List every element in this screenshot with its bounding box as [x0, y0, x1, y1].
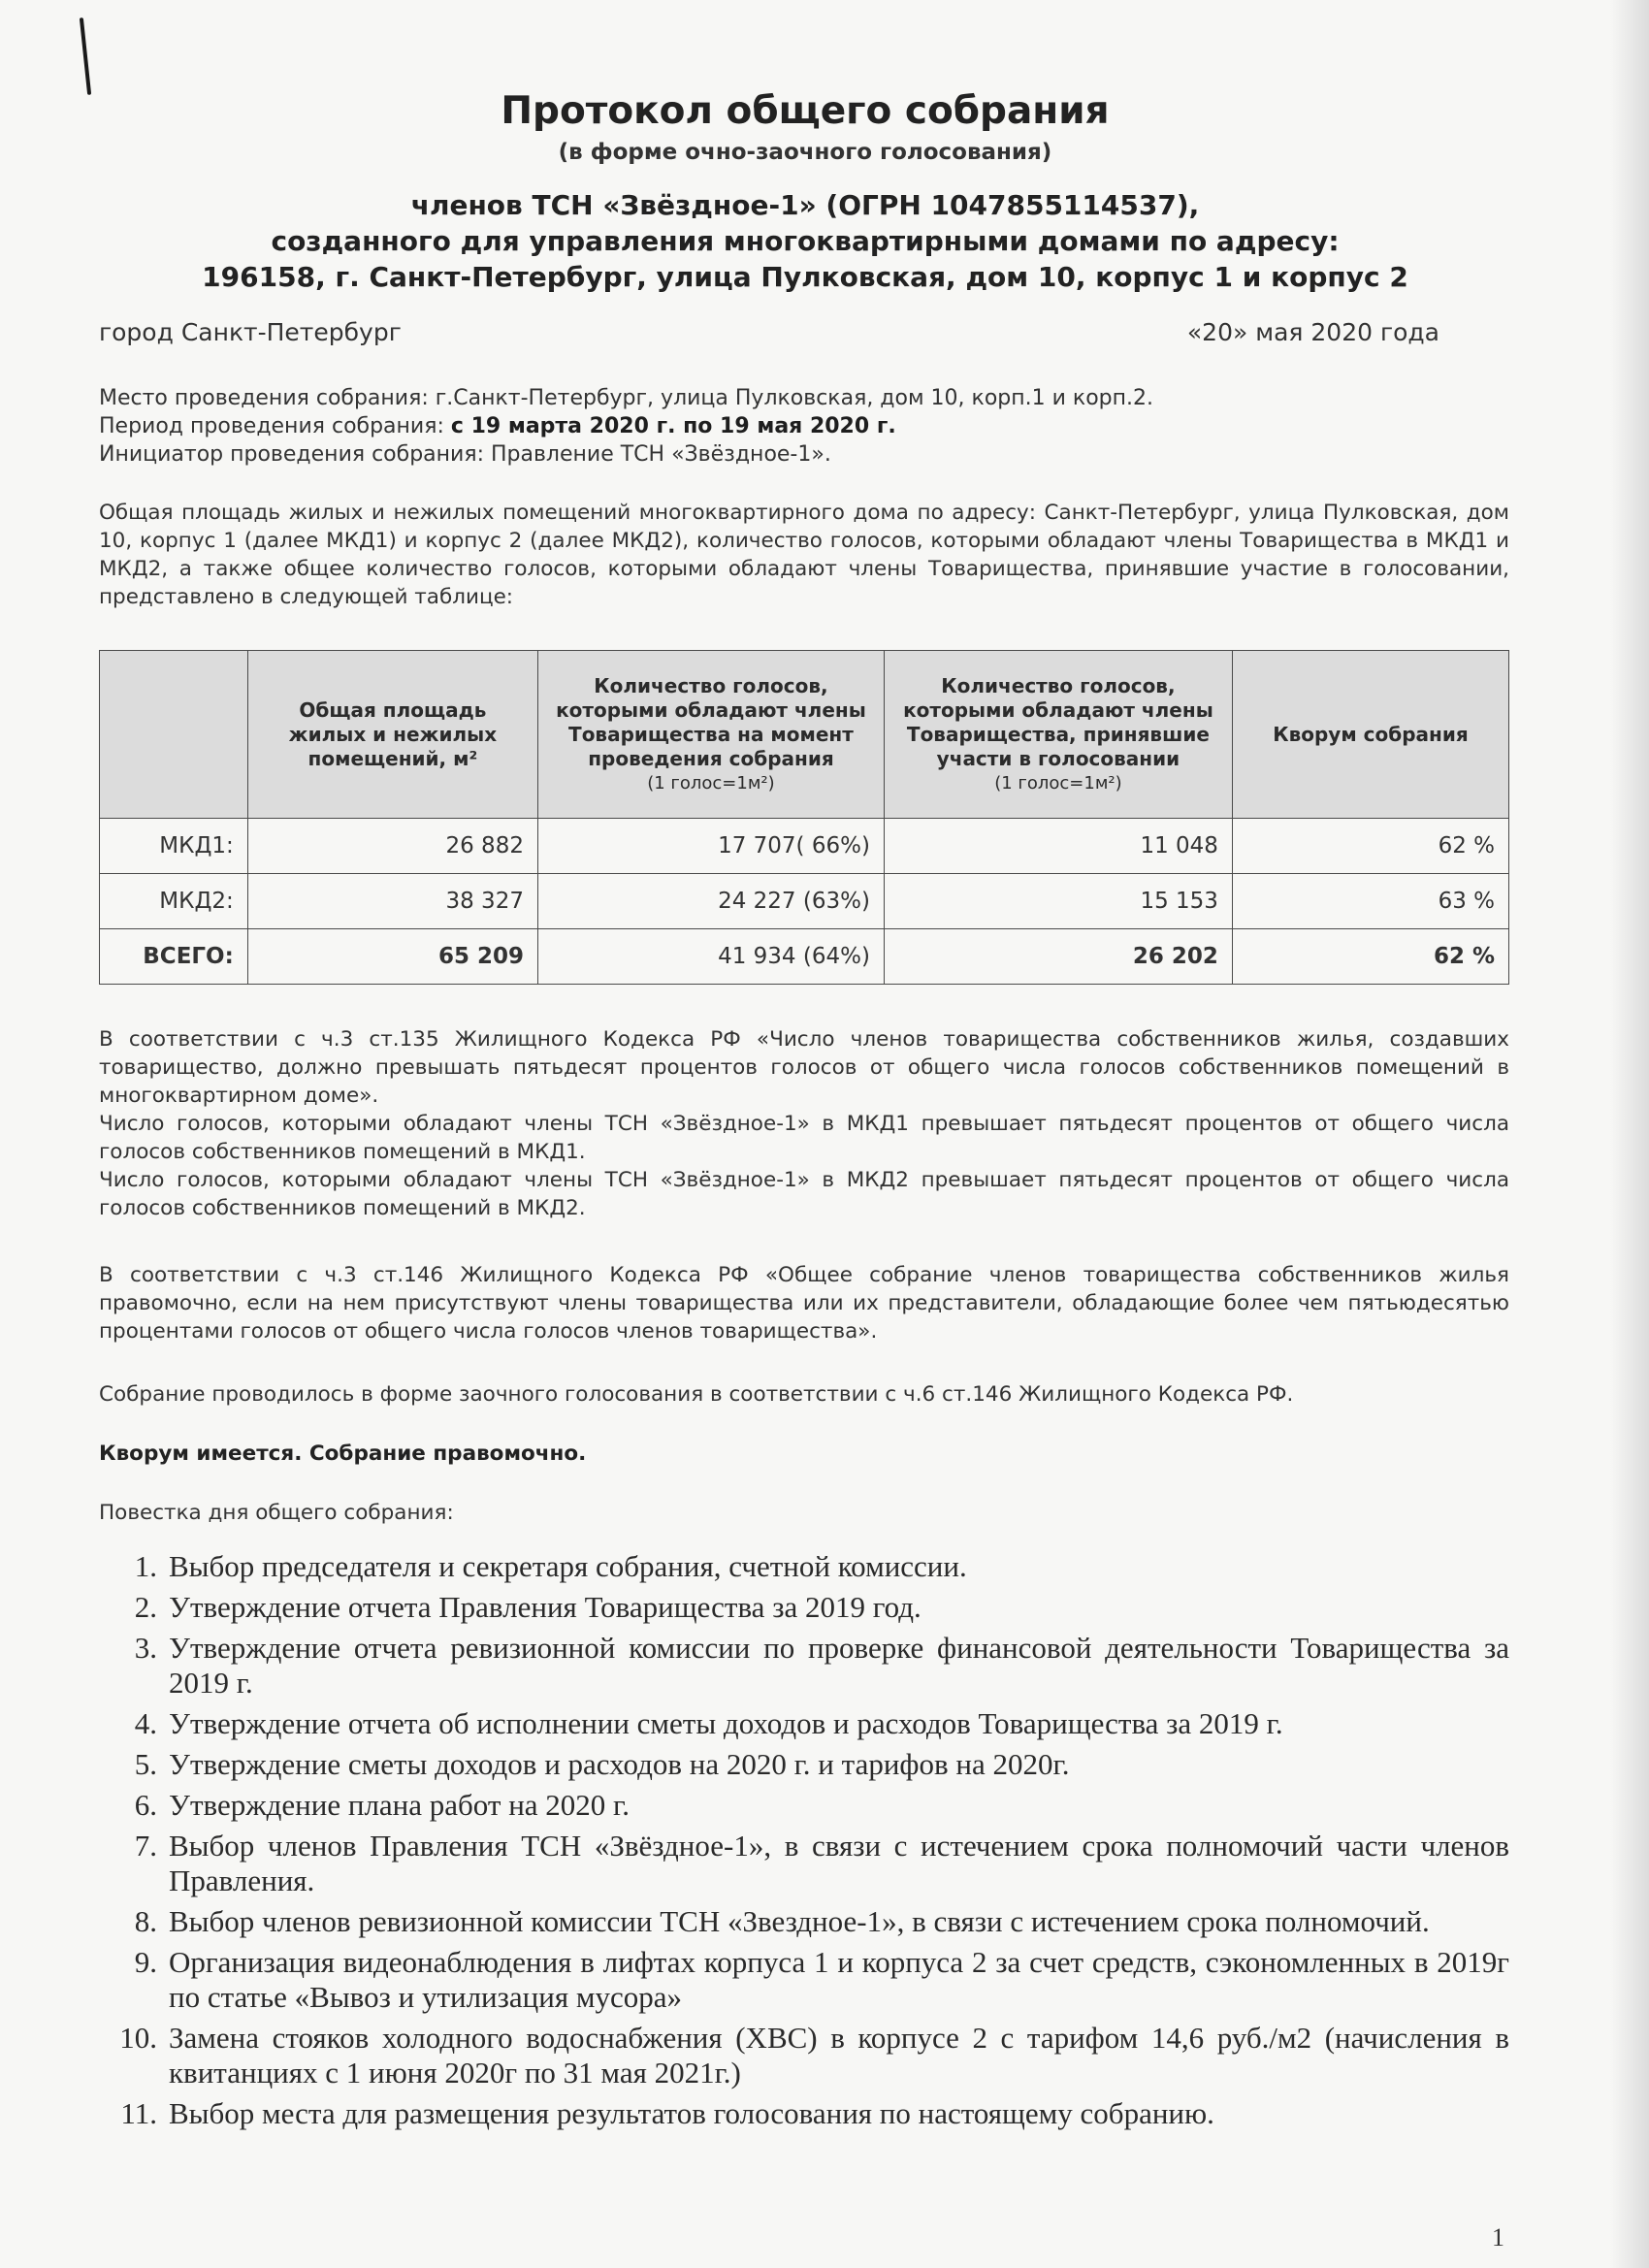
agenda-item	[99, 2021, 1509, 2090]
mkd1-statement: Число голосов, которыми обладают члены ТСН «Звёздное-1» в МКД1 превышает пятьдесят процентов от общего числа голосов собственников помещений в МКД1.	[99, 1112, 1509, 1164]
agenda-item	[99, 2096, 1509, 2131]
agenda-item	[99, 1945, 1509, 2015]
table-header-area: Общая площадь жилых и нежилых помещений, м²	[247, 651, 537, 819]
heading-line-2: созданного для управления многоквартирными домами по адресу:	[271, 225, 1340, 257]
article-135-paragraph	[99, 1025, 1509, 1222]
agenda-item-number: 7.	[134, 1829, 157, 1863]
agenda-item-text: Утверждение отчета ревизионной комиссии по проверке финансовой деятельности Товарищества за 2019 г.	[169, 1631, 1509, 1700]
votes-members-note: (1 голос=1м²)	[647, 772, 775, 794]
article-146-paragraph: В соответствии с ч.3 ст.146 Жилищного Кодекса РФ «Общее собрание членов товарищества собственников жилья правомочно, если на нем присутствуют члены товарищества или их представители, обладающие более чем пятьюдесятью процентами голосов от общего числа голосов членов товарищества».	[99, 1263, 1509, 1344]
meeting-period-value: с 19 марта 2020 г. по 19 мая 2020 г.	[450, 414, 896, 438]
document-title: Протокол общего собрания	[501, 89, 1110, 133]
heading-line-3: 196158, г. Санкт-Петербург, улица Пулковская, дом 10, корпус 1 и корпус 2	[202, 261, 1408, 293]
agenda-item	[99, 1590, 1509, 1625]
row-label: МКД2:	[100, 874, 248, 929]
agenda-item-number: 5.	[134, 1747, 157, 1781]
cell-participants: 11 048	[884, 819, 1232, 874]
cell-quorum: 63 %	[1232, 874, 1508, 929]
scan-edge-shadow	[1610, 0, 1649, 2268]
agenda-item-text: Выбор места для размещения результатов голосования по настоящему собранию.	[169, 2096, 1214, 2130]
agenda-item-text: Выбор председателя и секретаря собрания, счетной комиссии.	[169, 1549, 967, 1583]
agenda-item-text: Утверждение отчета об исполнении сметы доходов и расходов Товарищества за 2019 г.	[169, 1706, 1283, 1740]
agenda-list	[99, 1549, 1509, 2137]
table-header-row	[100, 651, 1509, 819]
document-heading	[97, 187, 1513, 295]
agenda-item-text: Замена стояков холодного водоснабжения (ХВС) в корпусе 2 с тарифом 14,6 руб./м2 (начисления в квитанциях с 1 июня 2020г по 31 мая 2021г.)	[169, 2021, 1509, 2090]
table-row	[100, 819, 1509, 874]
agenda-item-text: Выбор членов ревизионной комиссии ТСН «Звездное-1», в связи с истечением срока полномочий.	[169, 1904, 1430, 1938]
cell-participants: 15 153	[884, 874, 1232, 929]
agenda-item	[99, 1549, 1509, 1584]
agenda-item	[99, 1706, 1509, 1741]
agenda-item	[99, 1788, 1509, 1823]
mkd2-statement: Число голосов, которыми обладают члены ТСН «Звёздное-1» в МКД2 превышает пятьдесят процентов от общего числа голосов собственников помещений в МКД2.	[99, 1168, 1509, 1220]
table-header-quorum: Кворум собрания	[1232, 651, 1508, 819]
cell-votes: 17 707( 66%)	[537, 819, 884, 874]
agenda-item-number: 8.	[134, 1904, 157, 1938]
table-total-row	[100, 929, 1509, 985]
cell-votes: 24 227 (63%)	[537, 874, 884, 929]
meeting-period	[99, 412, 1515, 440]
agenda-item-number: 1.	[134, 1549, 157, 1583]
cell-area-total: 65 209	[247, 929, 537, 985]
cell-quorum-total: 62 %	[1232, 929, 1508, 985]
agenda-item-text: Выбор членов Правления ТСН «Звёздное-1», в связи с истечением срока полномочий части членов Правления.	[169, 1829, 1509, 1897]
agenda-item-number: 4.	[134, 1706, 157, 1740]
meeting-period-label: Период проведения собрания:	[99, 414, 451, 438]
heading-line-1: членов ТСН «Звёздное-1» (ОГРН 1047855114537),	[410, 189, 1200, 221]
city: город Санкт-Петербург	[99, 318, 402, 346]
votes-participants-note: (1 голос=1м²)	[994, 772, 1122, 794]
votes-participants-label: Количество голосов, которыми обладают члены Товарищества, принявшие участи в голосовании	[903, 673, 1213, 770]
agenda-item-number: 10.	[119, 2021, 157, 2055]
agenda-item-text: Организация видеонаблюдения в лифтах корпуса 1 и корпуса 2 за счет средств, сэкономленных в 2019г по статье «Вывоз и утилизация мусора»	[169, 1945, 1509, 2014]
agenda-item-text: Утверждение сметы доходов и расходов на 2020 г. и тарифов на 2020г.	[169, 1747, 1070, 1781]
page-number: 1	[1492, 2223, 1504, 2252]
table-header-votes-members	[537, 651, 884, 819]
document-subtitle: (в форме очно-заочного голосования)	[558, 140, 1052, 165]
agenda-item-number: 6.	[134, 1788, 157, 1822]
table-header-empty	[100, 651, 248, 819]
votes-table	[99, 650, 1509, 985]
document-date: «20» мая 2020 года	[1186, 318, 1439, 346]
meeting-info	[99, 384, 1515, 469]
agenda-item-number: 9.	[134, 1945, 157, 1979]
city-date-row	[99, 318, 1439, 346]
agenda-title: Повестка дня общего собрания:	[99, 1501, 454, 1525]
area-paragraph: Общая площадь жилых и нежилых помещений многоквартирного дома по адресу: Санкт-Петербург, улица Пулковская, дом 10, корпус 1 (далее МКД1) и корпус 2 (далее МКД2), количество голосов, которыми обладают члены Товарищества в МКД1 и МКД2, а также общее количество голосов, которыми обладают члены Товарищества, принявшие участие в голосовании, представлено в следующей таблице:	[99, 501, 1509, 609]
votes-members-label: Количество голосов, которыми обладают члены Товарищества на момент проведения собрания	[556, 673, 866, 770]
row-label: МКД1:	[100, 819, 248, 874]
agenda-item	[99, 1631, 1509, 1701]
meeting-initiator: Инициатор проведения собрания: Правление ТСН «Звёздное-1».	[99, 442, 831, 467]
meeting-form-paragraph: Собрание проводилось в форме заочного голосования в соответствии с ч.6 ст.146 Жилищного Кодекса РФ.	[99, 1382, 1294, 1407]
cell-votes-total: 41 934 (64%)	[537, 929, 884, 985]
table-header-votes-participants	[884, 651, 1232, 819]
agenda-item-number: 3.	[134, 1631, 157, 1665]
quorum-statement: Кворум имеется. Собрание правомочно.	[99, 1442, 587, 1466]
agenda-item-text: Утверждение плана работ на 2020 г.	[169, 1788, 630, 1822]
cell-area: 38 327	[247, 874, 537, 929]
agenda-item	[99, 1829, 1509, 1898]
scan-pen-mark	[80, 17, 91, 95]
article-135-quote: В соответствии с ч.3 ст.135 Жилищного Кодекса РФ «Число членов товарищества собственников жилья, создавших товарищество, должно превышать пятьдесят процентов голосов от общего числа голосов собственников помещений в многоквартирном доме».	[99, 1027, 1509, 1108]
cell-participants-total: 26 202	[884, 929, 1232, 985]
meeting-place: Место проведения собрания: г.Санкт-Петербург, улица Пулковская, дом 10, корп.1 и корп.2.	[99, 386, 1153, 410]
agenda-item	[99, 1904, 1509, 1939]
row-label-total: ВСЕГО:	[100, 929, 248, 985]
agenda-item	[99, 1747, 1509, 1782]
agenda-item-number: 2.	[134, 1590, 157, 1624]
agenda-item-text: Утверждение отчета Правления Товарищества за 2019 год.	[169, 1590, 922, 1624]
agenda-item-number: 11.	[120, 2096, 157, 2130]
table-row	[100, 874, 1509, 929]
cell-area: 26 882	[247, 819, 537, 874]
cell-quorum: 62 %	[1232, 819, 1508, 874]
